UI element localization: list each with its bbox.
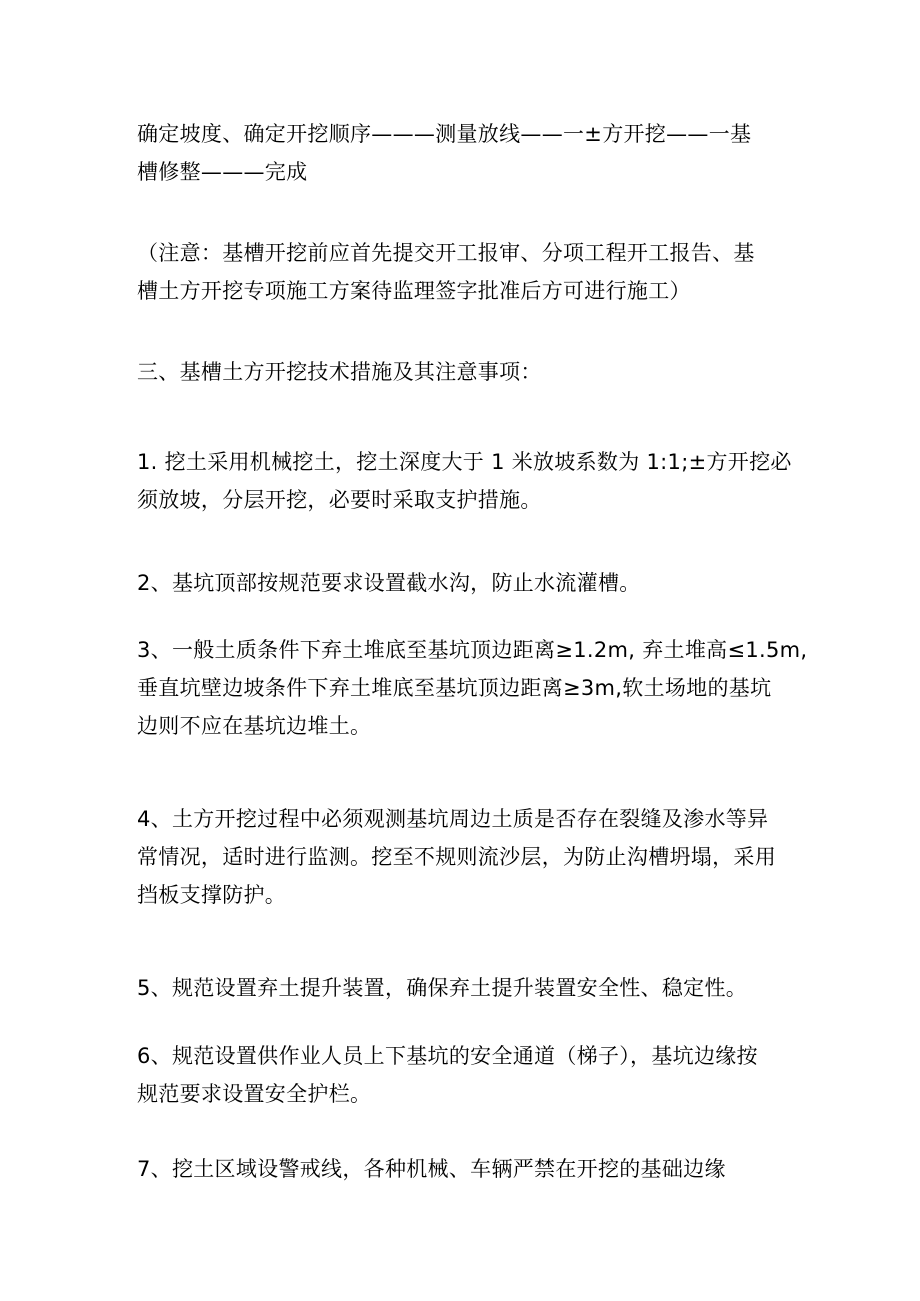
text-line: 垂直坑壁边坡条件下弃土堆底至基坑顶边距离≥3m,软土场地的基坑 xyxy=(137,676,772,700)
text-line: 确定坡度、确定开挖顺序———测量放线——一±方开挖——一基 xyxy=(137,122,752,146)
text-line: 3、一般土质条件下弃土堆底至基坑顶边距离≥1.2m, 弃土堆高≤1.5m, xyxy=(137,638,808,662)
paragraph-note xyxy=(137,234,797,310)
text-line: 常情况，适时进行监测。挖至不规则流沙层，为防止沟槽坍塌，采用 xyxy=(137,845,776,869)
heading-text: 三、基槽土方开挖技术措施及其注意事项： xyxy=(137,360,542,384)
text-line: 4、土方开挖过程中必须观测基坑周边土质是否存在裂缝及渗水等异 xyxy=(137,807,769,831)
text-line: 1. 挖土采用机械挖土，挖土深度大于 1 米放坡系数为 1:1;±方开挖必 xyxy=(137,450,792,474)
item-2 xyxy=(137,564,797,602)
text-line: 槽修整———完成 xyxy=(137,160,308,184)
text-line: 须放坡，分层开挖，必要时采取支护措施。 xyxy=(137,488,542,512)
text-line: 边则不应在基坑边堆土。 xyxy=(137,714,372,738)
text-line: 2、基坑顶部按规范要求设置截水沟，防止水流灌槽。 xyxy=(137,571,641,595)
text-line: （注意：基槽开挖前应首先提交开工报审、分项工程开工报告、基 xyxy=(137,241,755,265)
item-4 xyxy=(137,800,797,914)
item-7 xyxy=(137,1150,797,1188)
text-line: 挡板支撑防护。 xyxy=(137,883,287,907)
section-heading xyxy=(137,353,797,391)
item-5 xyxy=(137,969,797,1007)
item-1 xyxy=(137,443,797,519)
paragraph-process-sequence xyxy=(137,115,797,191)
item-6 xyxy=(137,1037,797,1113)
item-3 xyxy=(137,631,808,745)
text-line: 5、规范设置弃土提升装置，确保弃土提升装置安全性、稳定性。 xyxy=(137,976,748,1000)
text-line: 规范要求设置安全护栏。 xyxy=(137,1082,372,1106)
text-line: 6、规范设置供作业人员上下基坑的安全通道（梯子），基坑边缘按 xyxy=(137,1044,758,1068)
text-line: 7、挖土区域设警戒线，各种机械、车辆严禁在开挖的基础边缘 xyxy=(137,1157,726,1181)
text-line: 槽土方开挖专项施工方案待监理签字批准后方可进行施工） xyxy=(137,279,691,303)
